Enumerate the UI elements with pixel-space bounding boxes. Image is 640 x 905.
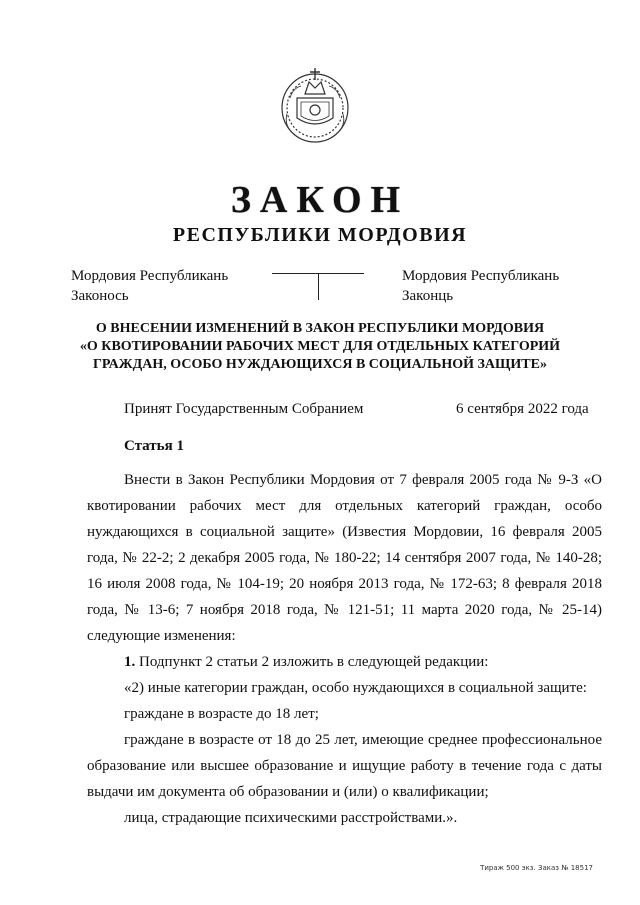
right-language-line-1: Мордовия Республикань bbox=[402, 268, 560, 284]
paragraph-under18: граждане в возрасте до 18 лет; bbox=[124, 706, 319, 722]
paragraph-age18to25: граждане в возрасте от 18 до 25 лет, имеющие среднее профессиональное образование или высшее образование и ищущие работу в течение года с даты выдачи им документа об образовании и (или) о квалификации; bbox=[87, 732, 602, 800]
document-subtitle: РЕСПУБЛИКИ МОРДОВИЯ bbox=[172, 224, 468, 246]
paragraph-mental: лица, страдающие психическими расстройствами.». bbox=[124, 810, 458, 826]
heading-line-1: О ВНЕСЕНИИ ИЗМЕНЕНИЙ В ЗАКОН РЕСПУБЛИКИ МОРДОВИЯ bbox=[95, 321, 545, 336]
heading-line-2: «О КВОТИРОВАНИИ РАБОЧИХ МЕСТ ДЛЯ ОТДЕЛЬНЫХ КАТЕГОРИЙ bbox=[79, 339, 561, 354]
right-language-block bbox=[402, 266, 559, 306]
print-run-note: Тираж 500 экз. Заказ № 18517 bbox=[480, 864, 593, 872]
item-text: Подпункт 2 статьи 2 изложить в следующей редакции: bbox=[135, 654, 489, 670]
right-language-line-2: Законць bbox=[402, 288, 454, 304]
article-title: Статья 1 bbox=[124, 438, 184, 454]
adopted-date: 6 сентября 2022 года bbox=[456, 401, 589, 417]
paragraph-quote-start: «2) иные категории граждан, особо нуждающихся в социальной защите: bbox=[124, 680, 587, 696]
item-number: 1. bbox=[124, 654, 136, 670]
left-language-line-1: Мордовия Республикань bbox=[71, 268, 229, 284]
document-title: ЗАКОН bbox=[230, 179, 410, 221]
heading-line-3: ГРАЖДАН, ОСОБО НУЖДАЮЩИХСЯ В СОЦИАЛЬНОЙ ЗАЩИТЕ» bbox=[93, 357, 547, 372]
law-heading bbox=[60, 320, 580, 374]
paragraph-intro: Внести в Закон Республики Мордовия от 7 февраля 2005 года № 9-З «О квотировании рабочих мест для отдельных категорий граждан, особо нуждающихся в социальной защите» (Известия Мордовии, 16 февраля 2005 года, № 22-2; 2 декабря 2005 года, № 180-22; 14 сентября 2007 года, № 140-28; 16 июля 2008 года, № 104-19; 20 ноября 2013 года, № 172-63; 8 февраля 2018 года, № 13-6; 7 ноября 2018 года, № 121-51; 11 марта 2020 года, № 25-14) следующие изменения: bbox=[87, 472, 602, 644]
left-language-line-2: Законось bbox=[71, 288, 129, 304]
left-language-block bbox=[71, 266, 228, 306]
paragraph-item-1 bbox=[87, 649, 602, 675]
mordovia-coat-of-arms-icon bbox=[275, 58, 355, 148]
separator-vertical bbox=[318, 274, 319, 300]
article-body bbox=[87, 467, 602, 831]
adopted-by: Принят Государственным Собранием bbox=[124, 401, 364, 417]
